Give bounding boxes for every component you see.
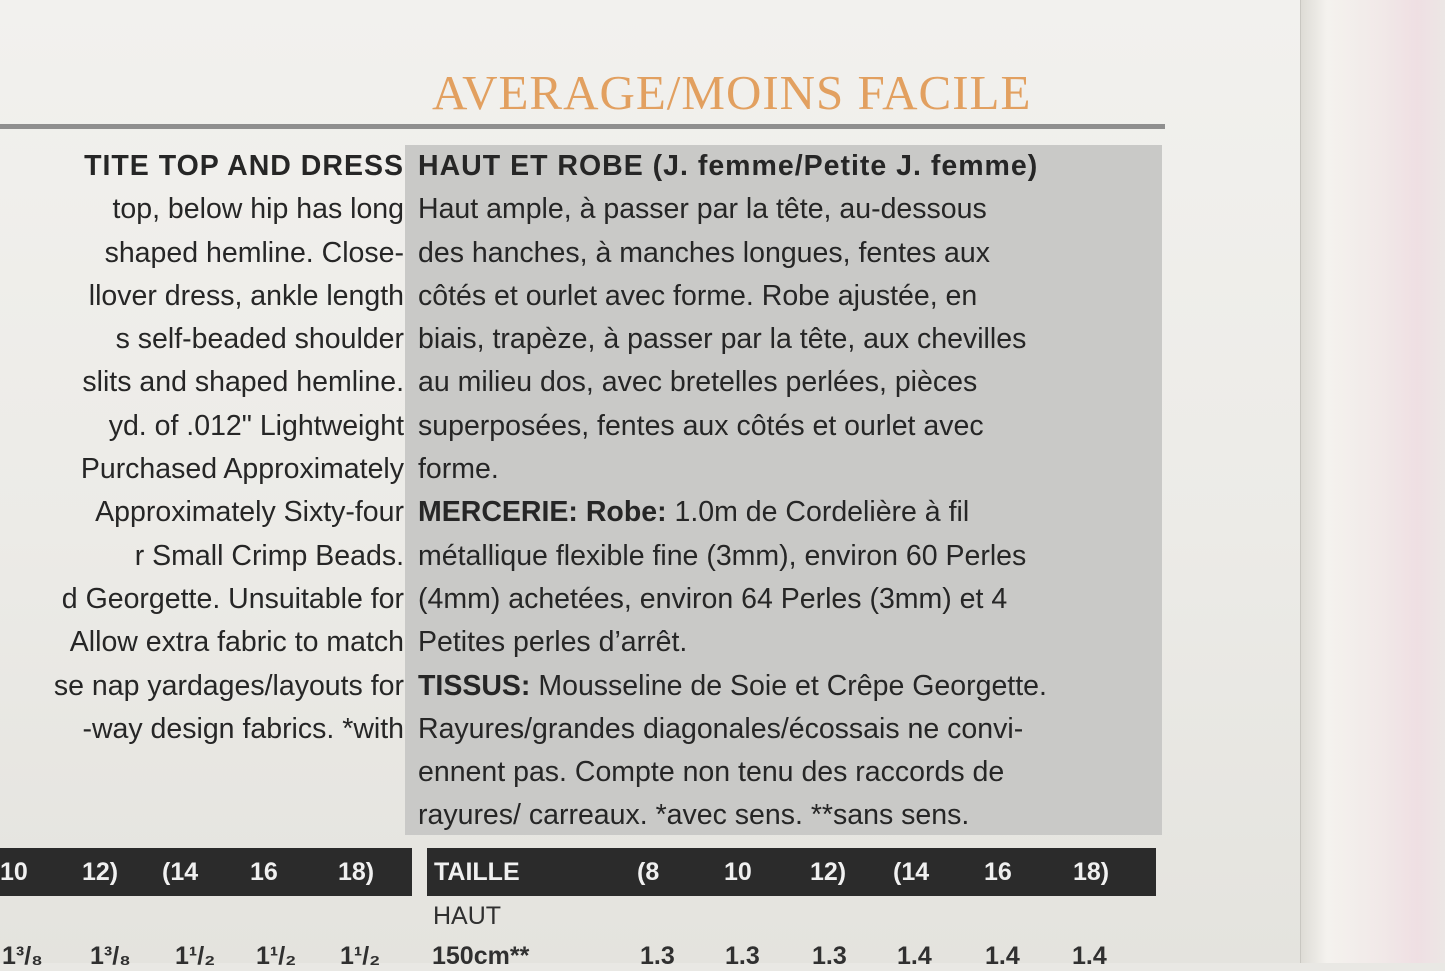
size-header: TAILLE — [434, 858, 520, 886]
english-title-line: TITE TOP AND DRESS — [84, 150, 404, 182]
yardage-value: 1¹/₂ — [256, 942, 297, 970]
french-line: au milieu dos, avec bretelles perlées, pièces — [418, 366, 978, 399]
yardage-value: 1.4 — [897, 942, 932, 970]
yardage-value: 1.4 — [1072, 942, 1107, 970]
fabrics-line: ennent pas. Compte non tenu des raccords de — [418, 756, 1005, 789]
english-line: se nap yardages/layouts for — [53, 669, 404, 702]
size-label: 10 — [724, 858, 752, 886]
english-line: yd. of .012" Lightweight — [108, 409, 404, 442]
fabrics-text: Mousseline de Soie et Crêpe Georgette. — [530, 669, 1047, 702]
fabrics-label: TISSUS: — [418, 669, 531, 702]
english-line: Purchased Approximately — [80, 453, 404, 486]
french-size-bar — [427, 848, 1156, 896]
french-line: Haut ample, à passer par la tête, au-dessous — [418, 193, 987, 226]
garment-row-label: HAUT — [433, 902, 502, 930]
yardage-value: 1¹/₂ — [340, 942, 381, 970]
fabric-width-label: 150cm** — [432, 942, 530, 970]
size-label: 12) — [82, 858, 119, 886]
notions-text: 1.0m de Cordelière à fil — [666, 496, 970, 529]
size-label: 10 — [0, 858, 28, 886]
french-description — [405, 145, 1162, 835]
notions-label: MERCERIE: Robe: — [418, 496, 667, 529]
english-line: Allow extra fabric to match — [69, 626, 404, 659]
french-line: forme. — [418, 453, 499, 486]
french-line: des hanches, à manches longues, fentes aux — [418, 236, 990, 269]
heading-rule — [0, 124, 1165, 129]
size-label: (14 — [893, 858, 930, 886]
notions-line: métallique flexible fine (3mm), environ 60 Perles — [418, 539, 1027, 572]
yardage-value: 1.4 — [985, 942, 1020, 970]
adjacent-sheet — [1300, 0, 1445, 963]
notions-line: (4mm) achetées, environ 64 Perles (3mm) et 4 — [418, 582, 1008, 615]
fabrics-line: rayures/ carreaux. *avec sens. **sans sens. — [418, 799, 970, 832]
size-label: 16 — [250, 858, 278, 886]
yardage-value: 1¹/₂ — [175, 942, 216, 970]
size-label: (8 — [637, 858, 660, 886]
english-line: llover dress, ankle length — [88, 279, 404, 312]
yardage-value: 1³/₈ — [90, 942, 131, 970]
yardage-value: 1.3 — [812, 942, 847, 970]
english-line: shaped hemline. Close- — [104, 236, 404, 269]
size-label: 12) — [810, 858, 847, 886]
english-description — [0, 145, 404, 751]
notions-line — [418, 491, 1162, 534]
french-line: côtés et ourlet avec forme. Robe ajustée, en — [418, 279, 978, 312]
french-title: HAUT ET ROBE (J. femme/Petite J. femme) — [418, 150, 1039, 182]
yardage-value: 1.3 — [640, 942, 675, 970]
english-line: Approximately Sixty-four — [95, 496, 404, 529]
fabrics-line — [418, 665, 1162, 708]
size-label: 18) — [1073, 858, 1110, 886]
difficulty-heading: AVERAGE/MOINS FACILE — [432, 65, 1032, 120]
english-line: d Georgette. Unsuitable for — [61, 582, 404, 615]
english-line: top, below hip has long — [112, 193, 404, 226]
yardage-value: 1.3 — [725, 942, 760, 970]
yardage-value: 1³/₈ — [2, 942, 43, 970]
size-label: 16 — [984, 858, 1012, 886]
fabrics-line: Rayures/grandes diagonales/écossais ne convi- — [418, 712, 1024, 745]
size-label: (14 — [162, 858, 199, 886]
notions-line: Petites perles d’arrêt. — [418, 626, 688, 659]
size-label: 18) — [338, 858, 375, 886]
english-line: slits and shaped hemline. — [82, 366, 404, 399]
english-line: s self-beaded shoulder — [115, 323, 404, 356]
french-line: biais, trapèze, à passer par la tête, aux chevilles — [418, 323, 1027, 356]
english-line: -way design fabrics. *with — [82, 712, 404, 745]
english-line: r Small Crimp Beads. — [134, 539, 404, 572]
french-line: superposées, fentes aux côtés et ourlet avec — [418, 409, 984, 442]
english-size-bar — [0, 848, 412, 896]
